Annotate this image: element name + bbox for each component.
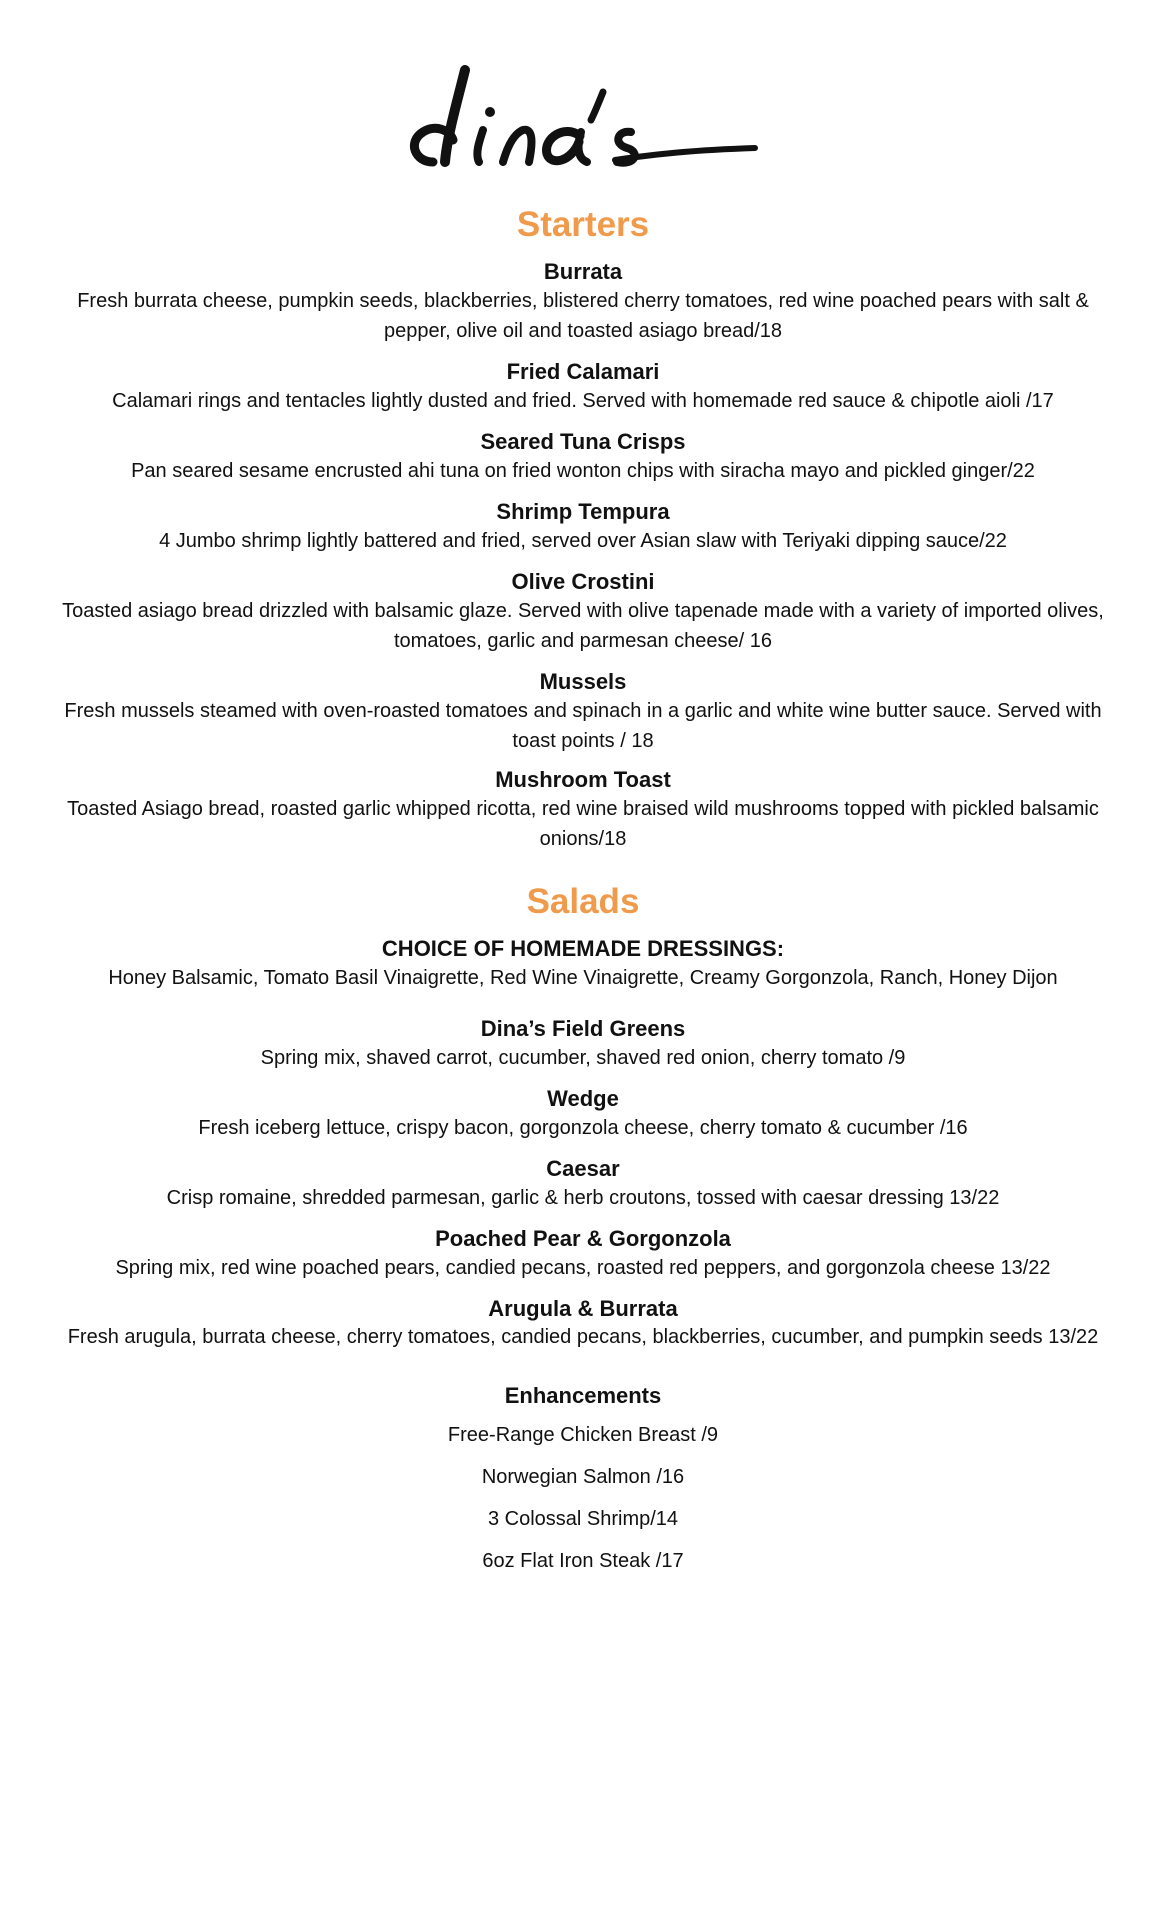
dressings-heading: CHOICE OF HOMEMADE DRESSINGS: (381, 936, 785, 961)
menu-item (60, 1155, 1106, 1213)
item-name: Seared Tuna Crisps (480, 429, 686, 454)
dressings-block (60, 935, 1106, 993)
item-name: Shrimp Tempura (496, 499, 670, 524)
menu-item (60, 568, 1106, 656)
menu-item (60, 258, 1106, 346)
item-description: Fresh iceberg lettuce, crispy bacon, gorgonzola cheese, cherry tomato & cucumber /16 (198, 1117, 968, 1139)
menu-item (60, 766, 1106, 854)
item-description: Spring mix, shaved carrot, cucumber, shaved red onion, cherry tomato /9 (260, 1047, 906, 1069)
item-description: Calamari rings and tentacles lightly dusted and fried. Served with homemade red sauce & chipotle aioli /17 (112, 390, 1054, 412)
item-name: Poached Pear & Gorgonzola (435, 1226, 731, 1251)
item-name: Arugula & Burrata (488, 1296, 678, 1321)
item-description: Pan seared sesame encrusted ahi tuna on fried wonton chips with siracha mayo and pickled ginger/22 (131, 460, 1035, 482)
item-name: Caesar (546, 1156, 620, 1181)
item-name: Olive Crostini (511, 569, 655, 594)
menu-item (60, 1015, 1106, 1073)
item-name: Burrata (543, 259, 623, 284)
dinas-logo (395, 62, 765, 172)
enhancements-list (0, 1420, 1166, 1588)
item-name: Mussels (539, 669, 627, 694)
item-name: Dina’s Field Greens (480, 1016, 686, 1041)
menu-item (60, 498, 1106, 556)
menu-item (60, 1295, 1106, 1351)
menu-item (60, 1225, 1106, 1283)
menu-item (60, 428, 1106, 486)
item-name: Wedge (547, 1086, 619, 1111)
enhancement-item: 3 Colossal Shrimp/14 (487, 1508, 679, 1530)
dressings-list: Honey Balsamic, Tomato Basil Vinaigrette, Red Wine Vinaigrette, Creamy Gorgonzola, Ranch, Honey Dijon (108, 967, 1058, 989)
item-description: Fresh burrata cheese, pumpkin seeds, blackberries, blistered cherry tomatoes, red wine poached pears with salt & pepper, olive oil and toasted asiago bread/18 (77, 290, 1089, 342)
enhancements-heading-wrap (60, 1382, 1106, 1410)
enhancement-item: Norwegian Salmon /16 (481, 1466, 685, 1488)
item-name: Fried Calamari (506, 359, 660, 384)
menu-item (60, 1085, 1106, 1143)
dinas-logo-script (395, 62, 765, 172)
item-description: Fresh arugula, burrata cheese, cherry tomatoes, candied pecans, blackberries, cucumber, and pumpkin seeds 13/22 (67, 1326, 1099, 1348)
menu-item (60, 668, 1106, 756)
item-description: Toasted asiago bread drizzled with balsamic glaze. Served with olive tapenade made with a variety of imported olives, tomatoes, garlic and parmesan cheese/ 16 (62, 600, 1104, 652)
salads-heading: Salads (526, 882, 640, 921)
enhancements-heading: Enhancements (504, 1383, 662, 1408)
item-name: Mushroom Toast (495, 767, 671, 792)
enhancement-item: Free-Range Chicken Breast /9 (447, 1424, 719, 1446)
item-description: 4 Jumbo shrimp lightly battered and fried, served over Asian slaw with Teriyaki dipping sauce/22 (159, 530, 1007, 552)
item-description: Crisp romaine, shredded parmesan, garlic & herb croutons, tossed with caesar dressing 13/22 (166, 1187, 1000, 1209)
item-description: Toasted Asiago bread, roasted garlic whipped ricotta, red wine braised wild mushrooms topped with pickled balsamic onions/18 (67, 798, 1099, 850)
item-description: Spring mix, red wine poached pears, candied pecans, roasted red peppers, and gorgonzola cheese 13/22 (115, 1257, 1051, 1279)
menu-item (60, 358, 1106, 416)
enhancement-item: 6oz Flat Iron Steak /17 (482, 1550, 684, 1572)
item-description: Fresh mussels steamed with oven-roasted tomatoes and spinach in a garlic and white wine butter sauce. Served with toast points / 18 (64, 700, 1102, 752)
starters-heading: Starters (516, 205, 650, 244)
